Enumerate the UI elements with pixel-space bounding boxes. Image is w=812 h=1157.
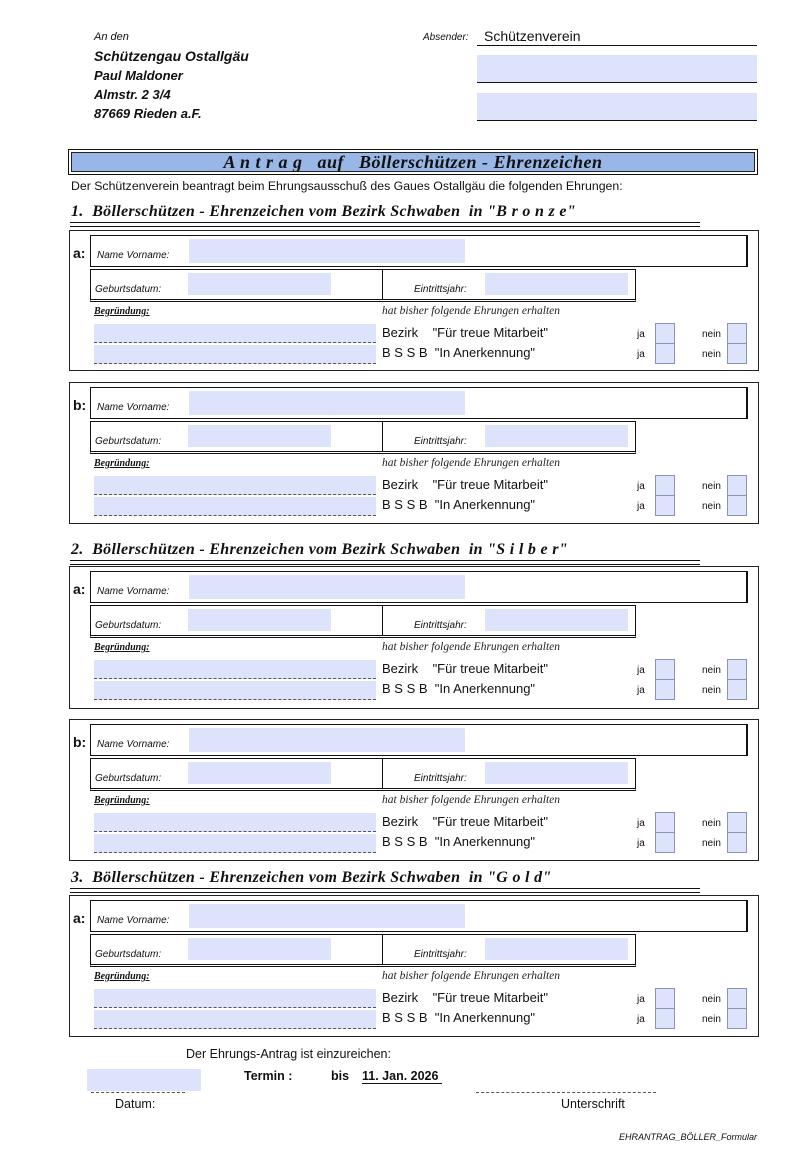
begruendung-label: Begründung: bbox=[94, 458, 150, 469]
bssb-ja-checkbox[interactable] bbox=[655, 679, 675, 700]
bezirk-honor-label: Bezirk "Für treue Mitarbeit" bbox=[382, 477, 548, 492]
nein-label: nein bbox=[702, 818, 721, 829]
recipient-line-4: 87669 Rieden a.F. bbox=[94, 106, 202, 121]
eintrittsjahr-field[interactable] bbox=[485, 938, 628, 960]
bezirk-nein-checkbox[interactable] bbox=[727, 812, 747, 833]
geburtsdatum-label: Geburtsdatum: bbox=[95, 436, 162, 447]
begruendung-field-1[interactable] bbox=[94, 660, 376, 679]
divider bbox=[382, 935, 383, 964]
sender-line-1 bbox=[477, 44, 757, 46]
begruendung-field-1[interactable] bbox=[94, 989, 376, 1008]
section-heading-gold: 3. Böllerschützen - Ehrenzeichen vom Bezirk Schwaben in "G o l d" bbox=[71, 869, 552, 886]
name-box bbox=[90, 387, 748, 419]
name-field[interactable] bbox=[189, 391, 465, 415]
sender-field-2[interactable] bbox=[477, 55, 757, 83]
bezirk-nein-checkbox[interactable] bbox=[727, 475, 747, 496]
nein-label: nein bbox=[702, 1014, 721, 1025]
bssb-ja-checkbox[interactable] bbox=[655, 1008, 675, 1029]
ja-label: ja bbox=[637, 481, 645, 492]
ja-label: ja bbox=[637, 501, 645, 512]
date-box bbox=[90, 758, 636, 791]
bssb-nein-checkbox[interactable] bbox=[727, 1008, 747, 1029]
date-box bbox=[90, 934, 636, 967]
name-label: Name Vorname: bbox=[97, 739, 170, 750]
prior-honors-label: hat bisher folgende Ehrungen erhalten bbox=[382, 641, 561, 653]
nein-label: nein bbox=[702, 665, 721, 676]
eintrittsjahr-label: Eintrittsjahr: bbox=[414, 284, 467, 295]
ja-label: ja bbox=[637, 818, 645, 829]
entry-bronze-a bbox=[69, 230, 759, 371]
bezirk-honor-label: Bezirk "Für treue Mitarbeit" bbox=[382, 814, 548, 829]
entry-letter: a: bbox=[73, 581, 86, 597]
bezirk-ja-checkbox[interactable] bbox=[655, 475, 675, 496]
prior-honors-label: hat bisher folgende Ehrungen erhalten bbox=[382, 794, 561, 806]
divider bbox=[382, 759, 383, 788]
bezirk-ja-checkbox[interactable] bbox=[655, 812, 675, 833]
begruendung-field-1[interactable] bbox=[94, 324, 376, 343]
geburtsdatum-field[interactable] bbox=[188, 425, 331, 447]
entry-letter: b: bbox=[73, 734, 87, 750]
name-label: Name Vorname: bbox=[97, 915, 170, 926]
divider bbox=[382, 270, 383, 299]
eintrittsjahr-field[interactable] bbox=[485, 425, 628, 447]
submit-note: Der Ehrungs-Antrag ist einzureichen: bbox=[186, 1047, 391, 1061]
bezirk-nein-checkbox[interactable] bbox=[727, 323, 747, 344]
ja-label: ja bbox=[637, 1014, 645, 1025]
bezirk-ja-checkbox[interactable] bbox=[655, 659, 675, 680]
name-box bbox=[90, 900, 748, 932]
ja-label: ja bbox=[637, 838, 645, 849]
eintrittsjahr-label: Eintrittsjahr: bbox=[414, 773, 467, 784]
geburtsdatum-label: Geburtsdatum: bbox=[95, 620, 162, 631]
name-label: Name Vorname: bbox=[97, 402, 170, 413]
date-box bbox=[90, 269, 636, 302]
nein-label: nein bbox=[702, 501, 721, 512]
divider bbox=[382, 422, 383, 451]
eintrittsjahr-field[interactable] bbox=[485, 762, 628, 784]
eintrittsjahr-label: Eintrittsjahr: bbox=[414, 620, 467, 631]
intro-text: Der Schützenverein beantragt beim Ehrungsausschuß des Gaues Ostallgäu die folgenden Ehrungen: bbox=[71, 179, 623, 193]
date-box bbox=[90, 605, 636, 638]
prior-honors-label: hat bisher folgende Ehrungen erhalten bbox=[382, 457, 561, 469]
section-heading-bronze: 1. Böllerschützen - Ehrenzeichen vom Bezirk Schwaben in "B r o n z e" bbox=[71, 203, 576, 220]
date-line bbox=[91, 1092, 185, 1093]
name-label: Name Vorname: bbox=[97, 250, 170, 261]
divider bbox=[382, 606, 383, 635]
signature-line[interactable] bbox=[476, 1092, 656, 1093]
recipient-line-1: Schützengau Ostallgäu bbox=[94, 48, 249, 64]
begruendung-label: Begründung: bbox=[94, 971, 150, 982]
begruendung-field-1[interactable] bbox=[94, 813, 376, 832]
bezirk-honor-label: Bezirk "Für treue Mitarbeit" bbox=[382, 990, 548, 1005]
bezirk-nein-checkbox[interactable] bbox=[727, 988, 747, 1009]
eintrittsjahr-field[interactable] bbox=[485, 609, 628, 631]
geburtsdatum-label: Geburtsdatum: bbox=[95, 284, 162, 295]
bssb-nein-checkbox[interactable] bbox=[727, 679, 747, 700]
deadline-value: 11. Jan. 2026 bbox=[362, 1069, 442, 1084]
nein-label: nein bbox=[702, 685, 721, 696]
name-box bbox=[90, 724, 748, 756]
recipient-prefix: An den bbox=[94, 31, 129, 43]
name-label: Name Vorname: bbox=[97, 586, 170, 597]
bssb-nein-checkbox[interactable] bbox=[727, 495, 747, 516]
ja-label: ja bbox=[637, 994, 645, 1005]
form-title: A n t r a g auf Böllerschützen - Ehrenzeichen bbox=[223, 151, 603, 172]
sender-field[interactable]: Schützenverein bbox=[484, 28, 581, 44]
bezirk-honor-label: Bezirk "Für treue Mitarbeit" bbox=[382, 661, 548, 676]
geburtsdatum-field[interactable] bbox=[188, 609, 331, 631]
entry-letter: a: bbox=[73, 245, 86, 261]
date-box bbox=[90, 421, 636, 454]
bssb-nein-checkbox[interactable] bbox=[727, 832, 747, 853]
bssb-honor-label: B S S B "In Anerkennung" bbox=[382, 681, 536, 696]
nein-label: nein bbox=[702, 349, 721, 360]
recipient-line-2: Paul Maldoner bbox=[94, 68, 183, 83]
sender-field-3[interactable] bbox=[477, 93, 757, 121]
begruendung-field-2[interactable] bbox=[94, 345, 376, 364]
entry-bronze-b bbox=[69, 382, 759, 524]
name-field[interactable] bbox=[189, 728, 465, 752]
begruendung-label: Begründung: bbox=[94, 795, 150, 806]
entry-letter: b: bbox=[73, 397, 87, 413]
geburtsdatum-field[interactable] bbox=[188, 762, 331, 784]
sender-label: Absender: bbox=[423, 32, 469, 43]
bssb-honor-label: B S S B "In Anerkennung" bbox=[382, 345, 536, 360]
nein-label: nein bbox=[702, 329, 721, 340]
bezirk-nein-checkbox[interactable] bbox=[727, 659, 747, 680]
entry-silber-a bbox=[69, 566, 759, 709]
form-title-bar bbox=[68, 149, 758, 175]
begruendung-field-1[interactable] bbox=[94, 476, 376, 495]
signature-label: Unterschrift bbox=[561, 1097, 625, 1111]
bezirk-ja-checkbox[interactable] bbox=[655, 988, 675, 1009]
section-rule bbox=[70, 560, 700, 565]
date-field[interactable] bbox=[87, 1069, 201, 1091]
bssb-ja-checkbox[interactable] bbox=[655, 495, 675, 516]
nein-label: nein bbox=[702, 838, 721, 849]
form-id: EHRANTRAG_BÖLLER_Formular bbox=[618, 1132, 757, 1142]
bssb-ja-checkbox[interactable] bbox=[655, 343, 675, 364]
ja-label: ja bbox=[637, 349, 645, 360]
name-field[interactable] bbox=[189, 239, 465, 263]
entry-silber-b bbox=[69, 719, 759, 861]
eintrittsjahr-field[interactable] bbox=[485, 273, 628, 295]
datum-label: Datum: bbox=[115, 1097, 156, 1111]
bssb-honor-label: B S S B "In Anerkennung" bbox=[382, 497, 536, 512]
bssb-honor-label: B S S B "In Anerkennung" bbox=[382, 834, 536, 849]
prior-honors-label: hat bisher folgende Ehrungen erhalten bbox=[382, 970, 561, 982]
name-field[interactable] bbox=[189, 904, 465, 928]
prior-honors-label: hat bisher folgende Ehrungen erhalten bbox=[382, 305, 561, 317]
entry-gold-a bbox=[69, 895, 759, 1037]
geburtsdatum-label: Geburtsdatum: bbox=[95, 773, 162, 784]
bezirk-ja-checkbox[interactable] bbox=[655, 323, 675, 344]
section-heading-silber: 2. Böllerschützen - Ehrenzeichen vom Bezirk Schwaben in "S i l b e r" bbox=[71, 541, 568, 558]
bssb-ja-checkbox[interactable] bbox=[655, 832, 675, 853]
name-box bbox=[90, 571, 748, 603]
bssb-nein-checkbox[interactable] bbox=[727, 343, 747, 364]
bezirk-honor-label: Bezirk "Für treue Mitarbeit" bbox=[382, 325, 548, 340]
eintrittsjahr-label: Eintrittsjahr: bbox=[414, 949, 467, 960]
section-rule bbox=[70, 222, 700, 227]
bssb-honor-label: B S S B "In Anerkennung" bbox=[382, 1010, 536, 1025]
nein-label: nein bbox=[702, 481, 721, 492]
eintrittsjahr-label: Eintrittsjahr: bbox=[414, 436, 467, 447]
geburtsdatum-field[interactable] bbox=[188, 938, 331, 960]
recipient-line-3: Almstr. 2 3/4 bbox=[94, 87, 171, 102]
section-rule bbox=[70, 888, 700, 893]
begruendung-field-2[interactable] bbox=[94, 681, 376, 700]
nein-label: nein bbox=[702, 994, 721, 1005]
name-box bbox=[90, 235, 748, 267]
ja-label: ja bbox=[637, 329, 645, 340]
begruendung-field-2[interactable] bbox=[94, 1010, 376, 1029]
name-field[interactable] bbox=[189, 575, 465, 599]
begruendung-field-2[interactable] bbox=[94, 497, 376, 516]
geburtsdatum-field[interactable] bbox=[188, 273, 331, 295]
bis-label: bis bbox=[331, 1069, 350, 1083]
entry-letter: a: bbox=[73, 910, 86, 926]
begruendung-field-2[interactable] bbox=[94, 834, 376, 853]
termin-label: Termin : bbox=[244, 1069, 293, 1083]
begruendung-label: Begründung: bbox=[94, 642, 150, 653]
ja-label: ja bbox=[637, 665, 645, 676]
geburtsdatum-label: Geburtsdatum: bbox=[95, 949, 162, 960]
ja-label: ja bbox=[637, 685, 645, 696]
begruendung-label: Begründung: bbox=[94, 306, 150, 317]
